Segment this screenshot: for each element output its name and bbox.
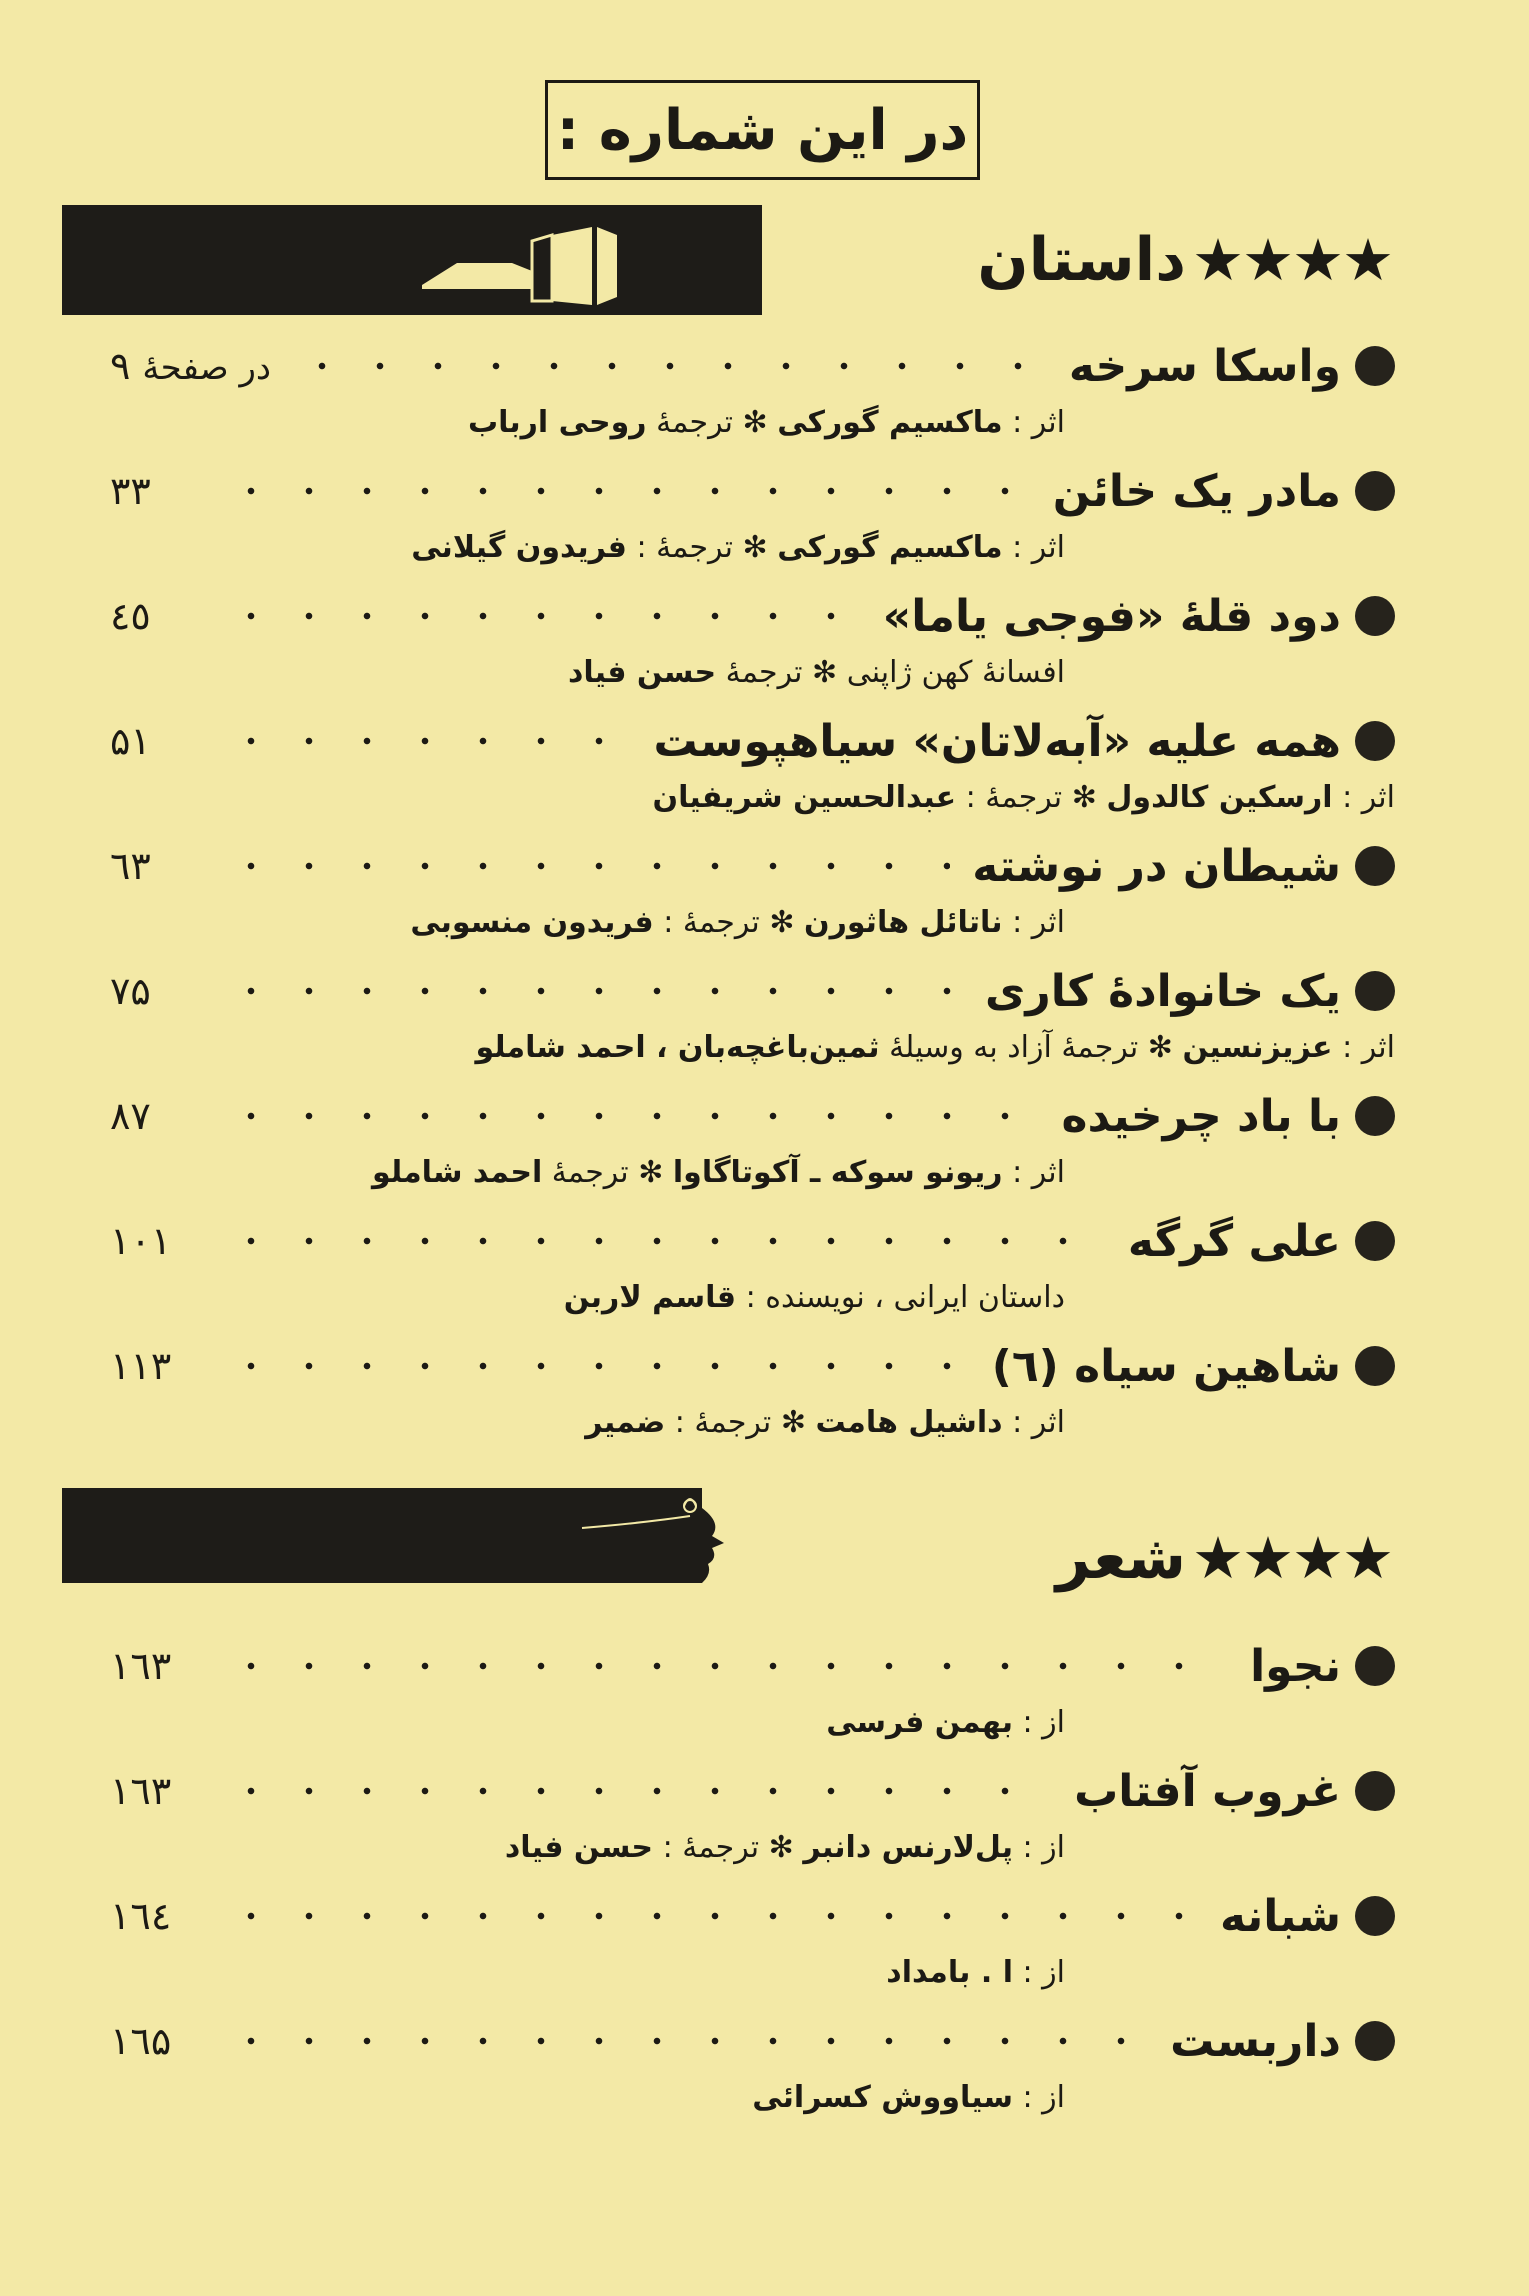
entry-title: داربست [1170,2015,1341,2067]
face-profile-icon [62,1488,770,1583]
star-icons: ★★★★ [1192,1524,1392,1592]
bullet-icon [1355,1771,1395,1811]
entry-credit: از : ا . بامداد [886,1955,1065,1990]
entry-title: شبانه [1220,1890,1341,1942]
bullet-icon [1355,1346,1395,1386]
entry-title: یک خانوادهٔ کاری [985,965,1341,1017]
entry-credit: از : پل‌لارنس دانبر ✻ ترجمهٔ : حسن فیاد [504,1830,1065,1865]
toc-entry[interactable] [110,1210,1395,1330]
entry-page: ٦۳ [110,844,151,888]
entry-title: غروب آفتاب [1074,1765,1341,1817]
bullet-icon [1355,1096,1395,1136]
entry-title: نجوا [1250,1640,1341,1692]
entry-credit: از : سیاووش کسرائی [752,2080,1065,2115]
entry-page: ۱٦۳ [110,1769,172,1813]
bullet-icon [1355,346,1395,386]
section-label: شعر [1055,1523,1187,1593]
entry-title: علی گرگه [1127,1215,1341,1267]
bullet-icon [1355,471,1395,511]
bullet-icon [1355,1221,1395,1261]
entry-page: ۳۳ [110,469,151,513]
entry-credit: اثر : ریونو سوکه ـ آکوتاگاوا ✻ ترجمهٔ احمد شاملو [372,1155,1065,1190]
leader-dots [222,2036,1148,2046]
toc-entry[interactable] [110,710,1395,830]
entry-page: ۱٦۳ [110,1644,172,1688]
toc-entry[interactable] [110,460,1395,580]
entry-credit: اثر : ارسکین کالدول ✻ ترجمهٔ : عبدالحسین شریفیان [652,780,1395,815]
toc-entry[interactable] [110,1335,1395,1455]
entry-title: دود قلهٔ «فوجی یاما» [882,590,1341,642]
leader-dots [222,1786,1052,1796]
section-label: داستان [977,225,1187,295]
entry-title: با باد چرخیده [1061,1090,1341,1142]
bullet-icon [1355,971,1395,1011]
leader-dots [222,986,963,996]
toc-entry[interactable] [110,585,1395,705]
entry-credit: اثر : ماکسیم گورکی ✻ ترجمهٔ روحی ارباب [467,405,1065,440]
leader-dots [222,611,861,621]
star-icons: ★★★★ [1192,226,1392,294]
toc-entry[interactable] [110,1635,1395,1755]
entry-page: ٤٥ [110,594,151,638]
entry-credit: از : بهمن فرسی [826,1705,1065,1740]
leader-dots [222,1911,1198,1921]
book-icon [62,205,762,315]
leader-dots [293,361,1047,371]
bullet-icon [1355,846,1395,886]
section-header-story [62,205,1392,315]
entry-page: ۱٦٤ [110,1894,172,1938]
section-header-poetry [62,1488,1392,1593]
entry-title: شیطان در نوشته [972,840,1341,892]
toc-entry[interactable] [110,960,1395,1080]
entry-page: ۱۰۱ [110,1219,172,1263]
leader-dots [222,1361,970,1371]
toc-entry[interactable] [110,2010,1395,2130]
bullet-icon [1355,721,1395,761]
section-title-story [977,205,1392,315]
entry-page: ۵۱ [110,719,151,763]
toc-entry[interactable] [110,1760,1395,1880]
entry-credit: اثر : ناتائل هاثورن ✻ ترجمهٔ : فریدون منسوبی [410,905,1065,940]
bullet-icon [1355,596,1395,636]
entry-page: ۱٦۵ [110,2019,172,2063]
toc-entry[interactable] [110,335,1395,455]
entry-title: همه علیه «آبه‌لاتان» سیاهپوست [653,715,1341,767]
book-illustration-banner [62,205,762,315]
entry-title: مادر یک خائن [1052,465,1341,517]
bullet-icon [1355,1896,1395,1936]
leader-dots [222,1111,1040,1121]
entry-title: واسکا سرخه [1068,340,1341,392]
entry-page: ۷۵ [110,969,151,1013]
leader-dots [222,736,632,746]
section-title-poetry [1056,1503,1392,1613]
toc-entry[interactable] [110,1085,1395,1205]
toc-entry[interactable] [110,1885,1395,2005]
entry-credit: داستان ایرانی ، نویسنده : قاسم لاربن [563,1280,1065,1315]
entry-page: ۸۷ [110,1094,151,1138]
entry-credit: اثر : عزیزنسین ✻ ترجمهٔ آزاد به وسیلهٔ ثمین‌باغچه‌بان ، احمد شاملو [475,1030,1395,1065]
page-title: در این شماره : [545,80,980,180]
leader-dots [222,1236,1106,1246]
entry-title: شاهین سیاه (٦) [991,1340,1341,1392]
entry-page: در صفحهٔ۹ [110,344,272,388]
leader-dots [222,486,1031,496]
leader-dots [222,861,950,871]
bullet-icon [1355,2021,1395,2061]
profile-illustration-banner [62,1488,770,1583]
entry-credit: اثر : داشیل هامت ✻ ترجمهٔ : ضمیر [585,1405,1065,1440]
entry-page: ۱۱۳ [110,1344,172,1388]
entry-credit: افسانهٔ کهن ژاپنی ✻ ترجمهٔ حسن فیاد [567,655,1065,690]
leader-dots [222,1661,1228,1671]
bullet-icon [1355,1646,1395,1686]
entry-credit: اثر : ماکسیم گورکی ✻ ترجمهٔ : فریدون گیلانی [411,530,1065,565]
toc-entry[interactable] [110,835,1395,955]
